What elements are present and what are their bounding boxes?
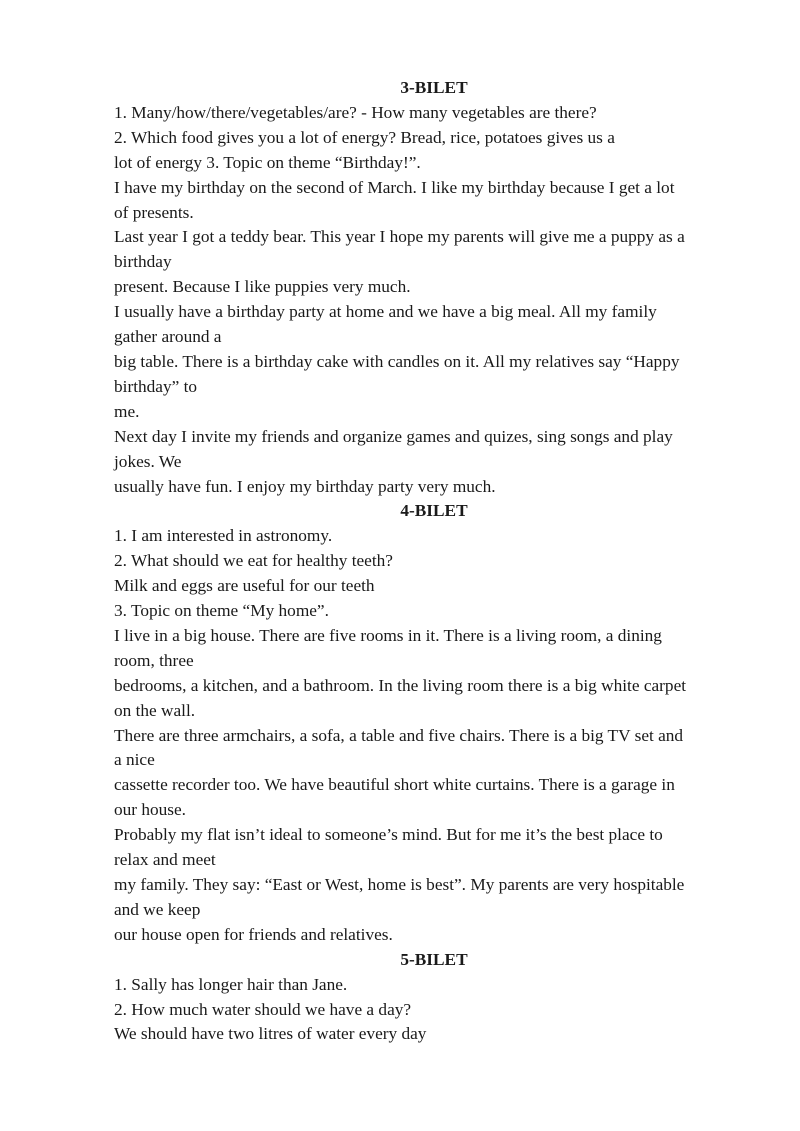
text-line: I usually have a birthday party at home and we have a big meal. All my family <box>114 302 657 322</box>
text-line: 1. Sally has longer hair than Jane. <box>114 974 348 994</box>
text-line: bedrooms, a kitchen, and a bathroom. In the living room there is a big white carpet <box>114 675 687 695</box>
text-line: 2. How much water should we have a day? <box>114 999 412 1019</box>
section-5-bilet <box>114 948 754 1048</box>
section-heading: 3-BILET <box>400 78 468 97</box>
text-line: Milk and eggs are useful for our teeth <box>114 576 375 596</box>
text-line: on the wall. <box>114 700 196 720</box>
text-line: Last year I got a teddy bear. This year I hope my parents will give me a puppy as a <box>114 227 685 247</box>
text-line: I live in a big house. There are five rooms in it. There is a living room, a dining <box>114 625 662 645</box>
text-line: relax and meet <box>114 850 216 870</box>
section-3-bilet <box>114 76 754 499</box>
section-heading: 5-BILET <box>400 949 468 969</box>
section-4-bilet <box>114 499 754 947</box>
text-line: of presents. <box>114 202 194 222</box>
text-line: 1. Many/how/there/vegetables/are? - How many vegetables are there? <box>114 102 597 122</box>
text-line: present. Because I like puppies very much. <box>114 277 411 297</box>
text-line: 3. Topic on theme “My home”. <box>114 601 329 621</box>
text-line: big table. There is a birthday cake with candles on it. All my relatives say “Happy <box>114 351 680 371</box>
text-line: Probably my flat isn’t ideal to someone’s mind. But for me it’s the best place to <box>114 825 663 845</box>
text-line: birthday <box>114 252 172 272</box>
text-line: and we keep <box>114 899 201 919</box>
text-line: usually have fun. I enjoy my birthday party very much. <box>114 476 496 496</box>
text-line: cassette recorder too. We have beautiful short white curtains. There is a garage in <box>114 775 675 795</box>
text-line: my family. They say: “East or West, home is best”. My parents are very hospitable <box>114 875 685 894</box>
text-line: our house. <box>114 800 186 820</box>
text-line: our house open for friends and relatives. <box>114 924 393 944</box>
text-line: I have my birthday on the second of March. I like my birthday because I get a lot <box>114 177 675 197</box>
text-line: There are three armchairs, a sofa, a table and five chairs. There is a big TV set and <box>114 725 684 745</box>
text-line: 2. What should we eat for healthy teeth? <box>114 551 393 571</box>
text-line: 1. I am interested in astronomy. <box>114 526 333 546</box>
text-line: 2. Which food gives you a lot of energy? Bread, rice, potatoes gives us a <box>114 127 615 147</box>
text-line: We should have two litres of water every day <box>114 1024 427 1044</box>
text-line: Next day I invite my friends and organize games and quizes, sing songs and play <box>114 426 673 446</box>
text-line: me. <box>114 401 140 421</box>
text-line: gather around a <box>114 327 222 347</box>
text-line: room, three <box>114 650 194 670</box>
section-heading: 4-BILET <box>400 501 468 521</box>
text-line: birthday” to <box>114 376 198 396</box>
text-line: lot of energy 3. Topic on theme “Birthday!”. <box>114 152 421 172</box>
document-page <box>114 76 754 1047</box>
text-line: a nice <box>114 750 155 770</box>
text-line: jokes. We <box>114 451 182 471</box>
